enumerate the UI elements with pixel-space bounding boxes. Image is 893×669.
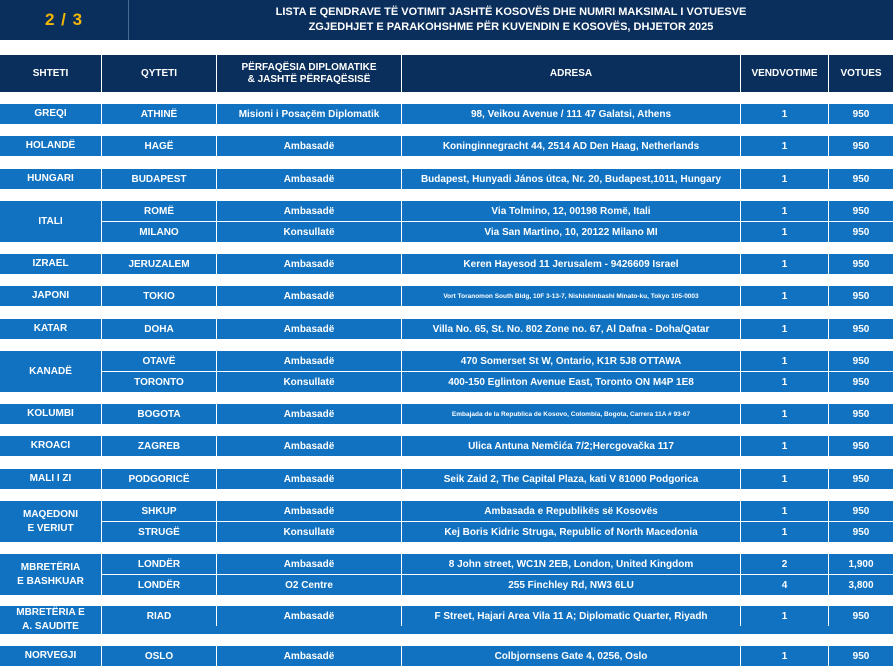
mission-cell: Ambasadë: [217, 646, 402, 666]
table-row: [102, 201, 893, 221]
voters-cell: 950: [852, 290, 870, 302]
country-name-line-2: A. SAUDITE: [22, 621, 79, 632]
header-mission-line-1: PËRFAQËSIA DIPLOMATIKE: [241, 61, 377, 73]
voters-cell: 950: [852, 258, 870, 270]
polling-places-cell: 1: [741, 169, 829, 189]
country-cell: KROACI: [0, 436, 102, 456]
polling-places-cell: 1: [741, 501, 829, 521]
table-row: [102, 254, 893, 274]
header-address: ADRESA: [402, 55, 741, 92]
polling-places-cell: 1: [741, 372, 829, 392]
mission-cell: Ambasadë: [217, 169, 402, 189]
country-group: [0, 201, 893, 242]
mission-cell: Ambasadë: [217, 254, 402, 274]
address-cell: Via Tolmino, 12, 00198 Romë, Itali: [402, 201, 741, 221]
mission-cell: Ambasadë: [217, 554, 402, 574]
table-row: [102, 404, 893, 424]
address-cell: Budapest, Hunyadi János útca, Nr. 20, Budapest,1011, Hungary: [402, 169, 741, 189]
city-cell: BUDAPEST: [102, 169, 217, 189]
country-group: [0, 606, 893, 634]
city-cell: RIAD: [102, 606, 217, 626]
country-group: [0, 501, 893, 542]
table-row: [102, 646, 893, 666]
mission-cell: Konsullatë: [217, 222, 402, 242]
table-row: [102, 221, 893, 242]
voters-cell: 950: [852, 140, 870, 152]
country-cell: NORVEGJI: [0, 646, 102, 666]
page-number: 2 / 3: [0, 0, 129, 40]
mission-cell: Ambasadë: [217, 501, 402, 521]
polling-places-cell: 1: [741, 319, 829, 339]
city-cell: MILANO: [102, 222, 217, 242]
table-row: [102, 606, 893, 626]
city-cell: OTAVË: [102, 351, 217, 371]
mission-cell: Ambasadë: [217, 201, 402, 221]
country-cell: JAPONI: [0, 286, 102, 306]
mission-cell: Ambasadë: [217, 286, 402, 306]
header-city: QYTETI: [102, 55, 217, 92]
city-cell: JERUZALEM: [102, 254, 217, 274]
country-cell: ITALI: [0, 201, 102, 242]
table-row: [102, 169, 893, 189]
address-cell: Kej Boris Kidric Struga, Republic of North Macedonia: [402, 522, 741, 542]
mission-cell: Ambasadë: [217, 436, 402, 456]
country-group: [0, 254, 893, 274]
table-row: [102, 521, 893, 542]
country-cell: KANADË: [0, 351, 102, 392]
polling-places-cell: 1: [741, 404, 829, 424]
voters-cell: 950: [852, 408, 870, 420]
country-group: [0, 404, 893, 424]
city-cell: BOGOTA: [102, 404, 217, 424]
country-cell: HUNGARI: [0, 169, 102, 189]
country-group: [0, 169, 893, 189]
address-cell: Villa No. 65, St. No. 802 Zone no. 67, Al Dafna - Doha/Qatar: [402, 319, 741, 339]
city-cell: TORONTO: [102, 372, 217, 392]
address-cell: Seik Zaid 2, The Capital Plaza, kati V 81000 Podgorica: [402, 469, 741, 489]
polling-places-cell: 1: [741, 351, 829, 371]
polling-places-cell: 1: [741, 469, 829, 489]
country-cell: [0, 501, 102, 542]
header-mission: [217, 55, 402, 92]
polling-places-cell: 1: [741, 104, 829, 124]
address-cell: Via San Martino, 10, 20122 Milano MI: [402, 222, 741, 242]
country-name-line-1: MBRETËRIA: [20, 561, 81, 573]
country-group: [0, 286, 893, 306]
polling-places-cell: 2: [741, 554, 829, 574]
country-group: [0, 554, 893, 595]
voters-cell: 950: [852, 226, 870, 238]
table-row: [102, 319, 893, 339]
address-cell: Ulica Antuna Nemčića 7/2;Hercgovačka 117: [402, 436, 741, 456]
polling-places-cell: 1: [741, 136, 829, 156]
address-cell: 470 Somerset St W, Ontario, K1R 5J8 OTTAWA: [402, 351, 741, 371]
title-line-1: LISTA E QENDRAVE TË VOTIMIT JASHTË KOSOVËS DHE NUMRI MAKSIMAL I VOTUESVE: [275, 6, 747, 18]
table-row: [102, 436, 893, 456]
country-cell: [0, 554, 102, 595]
table-row: [102, 501, 893, 521]
table-row: [102, 554, 893, 574]
voters-cell: 950: [852, 355, 870, 367]
mission-cell: Ambasadë: [217, 136, 402, 156]
country-name-line-1: MAQEDONI: [23, 508, 78, 520]
polling-places-cell: 1: [741, 254, 829, 274]
voters-cell: 950: [852, 505, 870, 517]
country-group: [0, 469, 893, 489]
mission-cell: Ambasadë: [217, 404, 402, 424]
table-row: [102, 351, 893, 371]
mission-cell: Ambasadë: [217, 469, 402, 489]
country-group: [0, 436, 893, 456]
address-cell: 98, Veikou Avenue / 111 47 Galatsi, Athens: [402, 104, 741, 124]
city-cell: HAGË: [102, 136, 217, 156]
header-polling-places: VENDVOTIME: [741, 55, 829, 92]
voters-cell: 950: [852, 650, 870, 662]
address-cell: F Street, Hajari Area Vila 11 A; Diplomatic Quarter, Riyadh: [402, 606, 741, 626]
country-name-line-1: MBRETËRIA E: [16, 607, 85, 618]
country-group: [0, 104, 893, 124]
mission-cell: Misioni i Posaçëm Diplomatik: [217, 104, 402, 124]
country-cell: KATAR: [0, 319, 102, 339]
address-cell: 8 John street, WC1N 2EB, London, United Kingdom: [402, 554, 741, 574]
mission-cell: O2 Centre: [217, 575, 402, 595]
polling-places-cell: 1: [741, 286, 829, 306]
city-cell: LONDËR: [102, 554, 217, 574]
header-voters: VOTUES: [840, 67, 882, 79]
city-cell: LONDËR: [102, 575, 217, 595]
mission-cell: Ambasadë: [217, 606, 402, 626]
address-cell: 255 Finchley Rd, NW3 6LU: [402, 575, 741, 595]
voters-cell: 950: [852, 205, 870, 217]
voters-cell: 950: [852, 610, 870, 622]
country-group: [0, 319, 893, 339]
country-cell: KOLUMBI: [0, 404, 102, 424]
mission-cell: Konsullatë: [217, 372, 402, 392]
address-cell: 400-150 Eglinton Avenue East, Toronto ON M4P 1E8: [402, 372, 741, 392]
voters-cell: 950: [852, 440, 870, 452]
polling-places-cell: 1: [741, 606, 829, 626]
address-cell: Vort Toranomon South Bldg, 10F 3-13-7, Nishishinbashi Minato-ku, Tokyo 105-0003: [402, 286, 741, 306]
city-cell: TOKIO: [102, 286, 217, 306]
country-group: [0, 351, 893, 392]
polling-places-cell: 1: [741, 646, 829, 666]
country-cell: [0, 606, 102, 634]
city-cell: ATHINË: [102, 104, 217, 124]
country-name-line-2: E VERIUT: [27, 522, 74, 534]
table-row: [102, 574, 893, 595]
header-mission-line-2: & JASHTË PËRFAQËSISË: [247, 73, 371, 85]
title-bar: [0, 0, 893, 40]
city-cell: ZAGREB: [102, 436, 217, 456]
polling-places-cell: 1: [741, 522, 829, 542]
polling-places-cell: 1: [741, 201, 829, 221]
address-cell: Colbjornsens Gate 4, 0256, Oslo: [402, 646, 741, 666]
country-group: [0, 646, 893, 666]
city-cell: SHKUP: [102, 501, 217, 521]
voters-cell: 950: [852, 473, 870, 485]
voters-cell: 1,900: [848, 558, 874, 570]
city-cell: OSLO: [102, 646, 217, 666]
voters-cell: 950: [852, 173, 870, 185]
document-title: [129, 0, 893, 40]
country-cell: HOLANDË: [0, 136, 102, 156]
table-row: [102, 136, 893, 156]
table-row: [102, 104, 893, 124]
title-line-2: ZGJEDHJET E PARAKOHSHME PËR KUVENDIN E KOSOVËS, DHJETOR 2025: [308, 21, 714, 33]
polling-places-cell: 4: [741, 575, 829, 595]
table-header: [0, 55, 893, 92]
voters-cell: 950: [852, 323, 870, 335]
city-cell: ROMË: [102, 201, 217, 221]
voters-cell: 3,800: [848, 579, 874, 591]
address-cell: Keren Hayesod 11 Jerusalem - 9426609 Israel: [402, 254, 741, 274]
table-row: [102, 371, 893, 392]
table-row: [102, 469, 893, 489]
table-row: [102, 286, 893, 306]
country-name-line-2: E BASHKUAR: [17, 575, 84, 587]
city-cell: PODGORICË: [102, 469, 217, 489]
country-cell: MALI I ZI: [0, 469, 102, 489]
mission-cell: Ambasadë: [217, 319, 402, 339]
voters-cell: 950: [852, 376, 870, 388]
polling-places-cell: 1: [741, 436, 829, 456]
address-cell: Koninginnegracht 44, 2514 AD Den Haag, Netherlands: [402, 136, 741, 156]
mission-cell: Konsullatë: [217, 522, 402, 542]
country-cell: GREQI: [0, 104, 102, 124]
voters-cell: 950: [852, 108, 870, 120]
mission-cell: Ambasadë: [217, 351, 402, 371]
city-cell: STRUGË: [102, 522, 217, 542]
city-cell: DOHA: [102, 319, 217, 339]
address-cell: Ambasada e Republikës së Kosovës: [402, 501, 741, 521]
address-cell: Embajada de la Republica de Kosovo, Colombia, Bogota, Carrera 11A # 93-67: [402, 404, 741, 424]
country-group: [0, 136, 893, 156]
voters-cell: 950: [852, 526, 870, 538]
polling-places-cell: 1: [741, 222, 829, 242]
country-cell: IZRAEL: [0, 254, 102, 274]
header-country: SHTETI: [0, 55, 102, 92]
